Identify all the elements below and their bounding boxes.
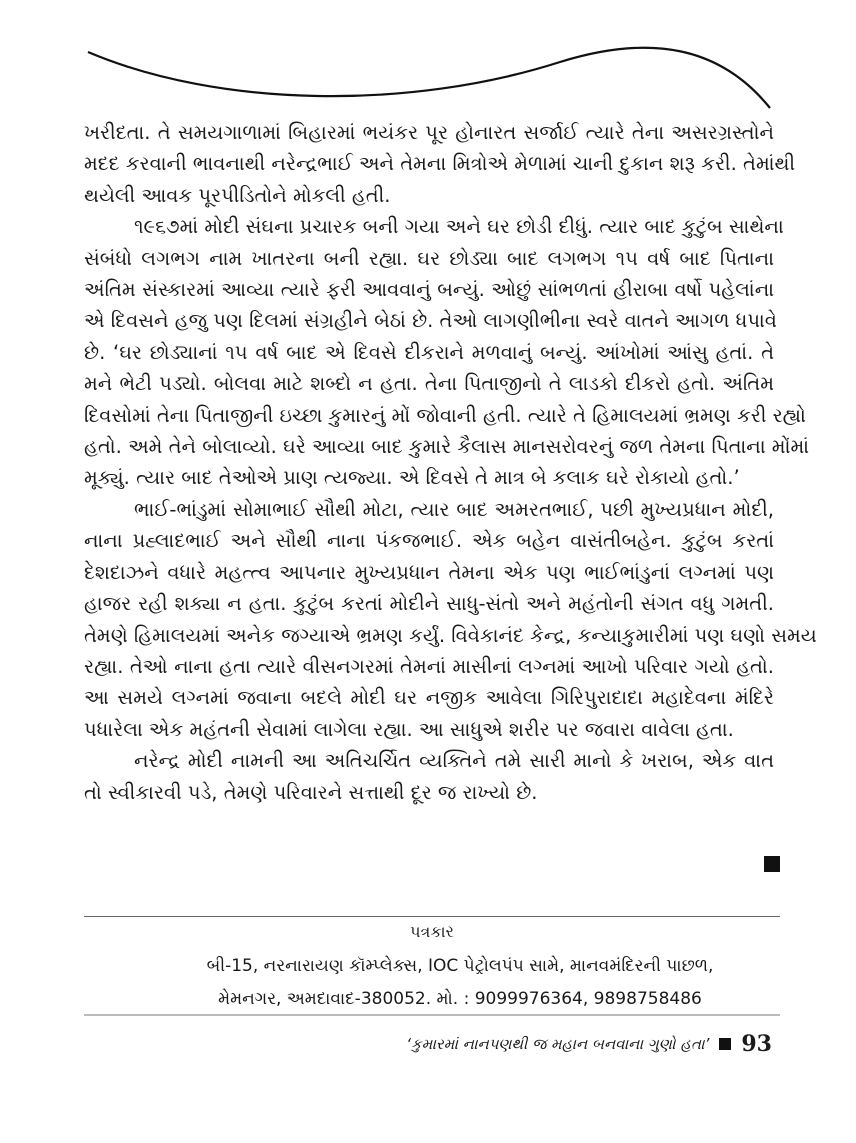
text-line: દેશદાઝને વધારે મહત્ત્વ આપનાર મુખ્યપ્રધાન તેમના એક પણ ભાઈભાંડુનાં લગ્નમાં પણ [84, 560, 774, 584]
running-footer [406, 1031, 772, 1057]
text-line: રહ્યા. તેઓ નાના હતા ત્યારે વીસનગરમાં તેમનાં માસીનાં લગ્નમાં આખો પરિવાર ગયો હતો. [84, 654, 774, 678]
text-line: નાના પ્રહ્લાદભાઈ અને સૌથી નાના પંકજભાઈ. એક બહેન વાસંતીબહેન. કુટુંબ કરતાં [84, 529, 774, 553]
text-line: પધારેલા એક મહંતની સેવામાં લાગેલા રહ્યા. આ સાધુએ શરીર પર જવારા વાવેલા હતા. [84, 717, 734, 741]
text-line: નરેન્દ્ર મોદી નામની આ અતિચર્ચિત વ્યક્તિને તમે સારી માનો કે ખરાબ, એક વાત [134, 749, 774, 773]
paragraph-1 [84, 117, 796, 211]
text-line: થયેલી આવક પૂરપીડિતોને મોકલી હતી. [84, 183, 391, 207]
text-line: એ દિવસને હજુ પણ દિલમાં સંગ્રહીને બેઠાં છે. તેઓ લાગણીભીના સ્વરે વાતને આગળ ધપાવે [84, 309, 777, 333]
text-line: ખરીદતા. તે સમયગાળામાં બિહારમાં ભયંકર પૂર હોનારત સર્જાઈ ત્યારે તેના અસરગ્રસ્તોને [84, 121, 774, 144]
article-body [84, 117, 817, 808]
decorative-wave-header [0, 0, 856, 120]
text-line: ૧૯૬૭માં મોદી સંઘના પ્રચારક બની ગયા અને ઘર છોડી દીધું. ત્યાર બાદ કુટુંબ સાથેના [134, 215, 784, 239]
paragraph-3 [84, 494, 817, 745]
running-footer-title: ‘કુમારમાં નાનપણથી જ મહાન બનવાના ગુણો હતા’ [406, 1035, 710, 1053]
address-line: મેમનગર, અમદાવાદ-380052. મો. : 9099976364, 9898758486 [218, 989, 702, 1009]
text-line: મદદ કરવાની ભાવનાથી નરેન્દ્રભાઈ અને તેમના મિત્રોએ મેળામાં ચાની દુકાન શરૂ કરી. તેમાંથી [84, 152, 796, 176]
text-line: છે. ‘ઘર છોડ્યાનાં ૧૫ વર્ષ બાદ એ દિવસે દીકરાને મળવાનું બન્યું. આંખોમાં આંસુ હતાં. તે [84, 340, 774, 364]
text-line: મૂક્યું. ત્યાર બાદ તેઓએ પ્રાણ ત્યજ્યા. એ દિવસે તે માત્ર બે કલાક ઘરે રોકાયો હતો.’ [84, 466, 740, 490]
text-line: અંતિમ સંસ્કારમાં આવ્યા ત્યારે ફરી આવવાનું બન્યું. ઓછું સાંભળતાં હીરાબા વર્ષો પહેલાંના [84, 278, 774, 302]
text-line: સંબંધો લગભગ નામ ખાતરના બની રહ્યા. ઘર છોડ્યા બાદ લગભગ ૧૫ વર્ષ બાદ પિતાના [84, 246, 774, 270]
author-designation: પત્રકાર [410, 922, 454, 941]
text-line: ભાઈ-ભાંડુમાં સોમાભાઈ સૌથી મોટા, ત્યાર બાદ અમરતભાઈ, પછી મુખ્યપ્રધાન મોદી, [134, 497, 774, 521]
text-line: હાજર રહી શક્યા ન હતા. કુટુંબ કરતાં મોદીને સાધુ-સંતો અને મહંતોની સંગત વધુ ગમતી. [84, 592, 774, 616]
page-number: 93 [741, 1031, 772, 1057]
author-address [140, 950, 780, 1016]
text-line: તો સ્વીકારવી પડે, તેમણે પરિવારને સત્તાથી દૂર જ રાખ્યો છે. [84, 780, 538, 804]
text-line: તેમણે હિમાલયમાં અનેક જગ્યાએ ભ્રમણ કર્યું. વિવેકાનંદ કેન્દ્ર, કન્યાકુમારીમાં પણ ઘણો સમય [84, 623, 817, 647]
end-of-article-square-icon [764, 856, 780, 872]
footer-top-divider [84, 916, 780, 917]
paragraph-2 [84, 211, 809, 494]
text-line: મને ભેટી પડ્યો. બોલવા માટે શબ્દો ન હતા. તેના પિતાજીનો તે લાડકો દીકરો હતો. અંતિમ [84, 372, 774, 396]
text-line: દિવસોમાં તેના પિતાજીની ઇચ્છા કુમારનું મોં જોવાની હતી. ત્યારે તે હિમાલયમાં ભ્રમણ કરી રહ્યો [84, 403, 806, 427]
text-line: હતો. અમે તેને બોલાવ્યો. ઘરે આવ્યા બાદ કુમારે કૈલાસ માનસરોવરનું જળ તેમના પિતાના મોંમાં [84, 435, 809, 459]
text-line: આ સમયે લગ્નમાં જવાના બદલે મોદી ઘર નજીક આવેલા ગિરિપુરાદાદા મહાદેવના મંદિરે [84, 686, 774, 710]
footer-bottom-divider [84, 1014, 780, 1016]
footer-square-icon [719, 1038, 731, 1050]
address-line: બી-15, નરનારાયણ કૉમ્પ્લેક્સ, IOC પેટ્રોલપંપ સામે, માનવમંદિરની પાછળ, [206, 956, 714, 976]
paragraph-4 [84, 745, 774, 808]
